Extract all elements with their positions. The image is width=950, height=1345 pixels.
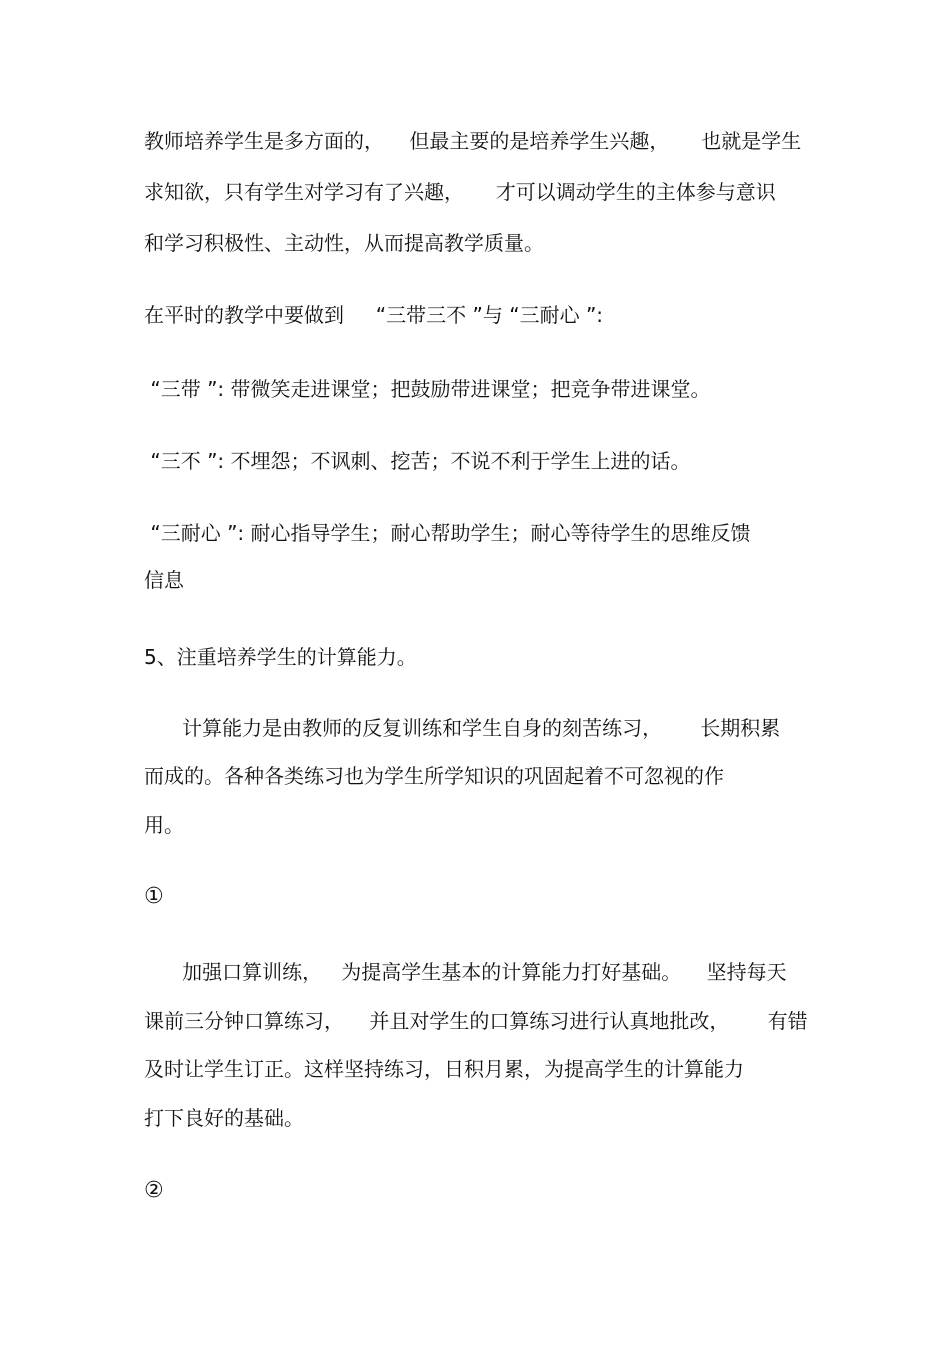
paragraph-2-line-1: 在平时的教学中要做到 “三带三不 ”与 “三耐心 ”:	[144, 303, 604, 327]
three-bring-line: “三带 ”: 带微笑走进课堂；把鼓励带进课堂；把竞争带进课堂。	[144, 377, 711, 401]
paragraph-4-line-1: 加强口算训练， 为提高学生基本的计算能力打好基础。 坚持每天	[144, 960, 787, 984]
paragraph-3-line-3: 用。	[144, 813, 184, 837]
paragraph-1-line-3: 和学习积极性、主动性，从而提高教学质量。	[144, 231, 544, 255]
paragraph-3-line-1: 计算能力是由教师的反复训练和学生自身的刻苦练习， 长期积累	[144, 716, 781, 740]
paragraph-1-line-2: 求知欲，只有学生对学习有了兴趣， 才可以调动学生的主体参与意识	[144, 180, 776, 204]
paragraph-1-line-1: 教师培养学生是多方面的， 但最主要的是培养学生兴趣， 也就是学生	[144, 129, 802, 153]
paragraph-4-line-2: 课前三分钟口算练习， 并且对学生的口算练习进行认真地批改， 有错	[144, 1009, 808, 1033]
paragraph-4-line-4: 打下良好的基础。	[144, 1106, 304, 1130]
paragraph-3-line-2: 而成的。各种各类练习也为学生所学知识的巩固起着不可忽视的作	[144, 764, 724, 788]
three-patience-line-2: 信息	[144, 568, 184, 592]
three-not-line: “三不 ”: 不埋怨；不讽刺、挖苦；不说不利于学生上进的话。	[144, 449, 691, 473]
paragraph-4-line-3: 及时让学生订正。这样坚持练习，日积月累，为提高学生的计算能力	[144, 1057, 744, 1081]
list-marker-1: ①	[144, 884, 164, 909]
three-patience-line-1: “三耐心 ”: 耐心指导学生；耐心帮助学生；耐心等待学生的思维反馈	[144, 521, 751, 545]
list-marker-2: ②	[144, 1178, 164, 1203]
section-heading-5: 5、注重培养学生的计算能力。	[144, 645, 417, 669]
